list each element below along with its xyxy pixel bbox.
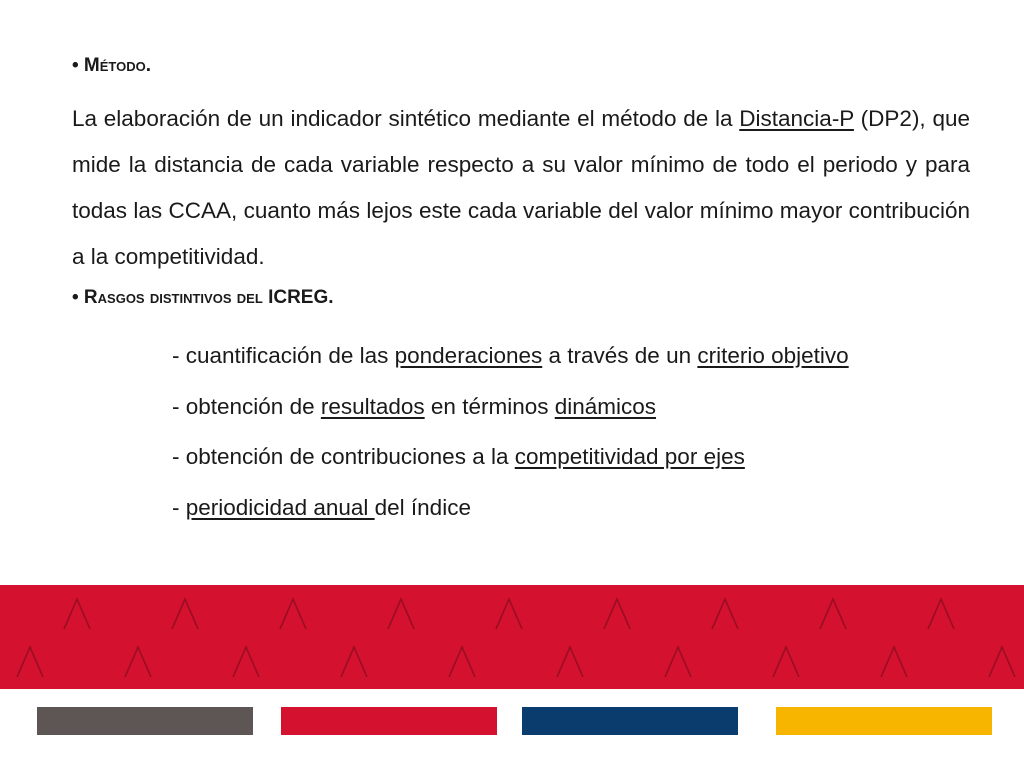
item-term: criterio objetivo [697, 343, 849, 368]
metodo-heading: • Método. [72, 55, 152, 76]
band-pattern [0, 585, 1024, 689]
item-term: ponderaciones [394, 343, 543, 368]
decorative-band [0, 585, 1024, 689]
caret-mark [712, 599, 738, 629]
paragraph-text: La elaboración de un indicador sintético mediante el método de la [72, 106, 740, 131]
item-text: - [172, 494, 186, 520]
metodo-paragraph [72, 96, 970, 280]
list-item [172, 382, 849, 433]
caret-mark [773, 647, 799, 677]
item-text: en términos [424, 393, 555, 419]
caret-mark [449, 647, 475, 677]
caret-mark [604, 599, 630, 629]
caret-mark [989, 647, 1015, 677]
caret-mark [172, 599, 198, 629]
caret-mark [64, 599, 90, 629]
item-term: periodicidad anual [185, 494, 375, 520]
caret-mark [557, 647, 583, 677]
paragraph-text: (DP2), que mide la distancia de cada variable respecto a su valor mínimo de todo el periodo y para todas las CCAA, cuanto más lejos este cada variable del valor mínimo mayor contribución a la competitividad. [72, 106, 970, 269]
list-item [172, 432, 849, 483]
rasgos-heading [72, 287, 334, 309]
caret-mark [233, 647, 259, 677]
caret-mark [388, 599, 414, 629]
caret-mark [280, 599, 306, 629]
swatch-yellow [776, 707, 992, 735]
item-term: resultados [320, 393, 425, 419]
swatch-gray [37, 707, 253, 735]
item-text: a través de un [542, 343, 698, 368]
paragraph-term-distancia-p: Distancia-P [739, 106, 854, 131]
caret-mark [125, 647, 151, 677]
rasgos-heading-text: • Rasgos distintivos del [72, 287, 269, 308]
swatch-blue [522, 707, 738, 735]
item-text: - obtención de [172, 393, 321, 419]
item-term: competitividad por ejes [514, 444, 745, 469]
caret-mark [928, 599, 954, 629]
caret-mark [881, 647, 907, 677]
item-term: dinámicos [554, 393, 657, 419]
caret-mark [17, 647, 43, 677]
item-text: - obtención de contribuciones a la [172, 444, 515, 469]
rasgos-heading-icreg: ICREG. [268, 287, 334, 308]
rasgos-list [172, 331, 849, 533]
caret-mark [496, 599, 522, 629]
list-item [172, 483, 849, 534]
item-text: del índice [374, 494, 471, 520]
caret-mark [665, 647, 691, 677]
caret-mark [820, 599, 846, 629]
item-text: - cuantificación de las [172, 343, 395, 368]
list-item [172, 331, 849, 382]
caret-mark [341, 647, 367, 677]
swatch-red [281, 707, 497, 735]
